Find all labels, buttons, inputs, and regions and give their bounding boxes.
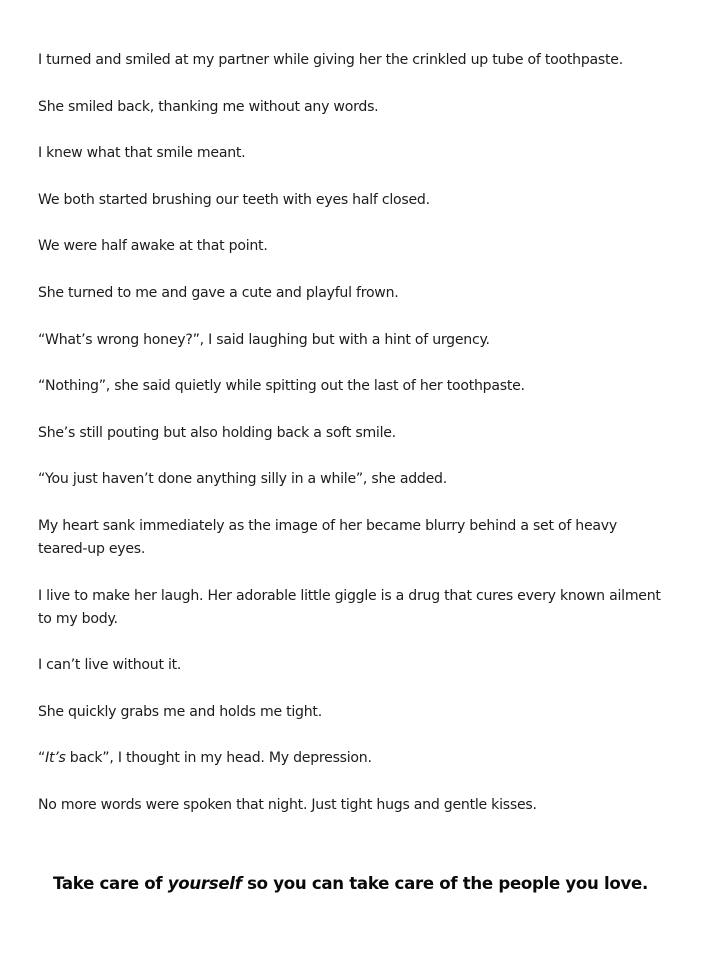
story-paragraph: I can’t live without it. xyxy=(38,657,182,674)
takeaway-emphasis: yourself xyxy=(167,874,242,893)
story-paragraph: She quickly grabs me and holds me tight. xyxy=(38,703,322,720)
story-body xyxy=(38,49,666,841)
story-paragraph: She smiled back, thanking me without any words. xyxy=(38,98,379,115)
thought-rest: back”, I thought in my head. My depression. xyxy=(65,750,372,767)
story-paragraph: We were half awake at that point. xyxy=(38,238,268,255)
story-paragraph: I knew what that smile meant. xyxy=(38,145,246,162)
story-paragraph: “What’s wrong honey?”, I said laughing but with a hint of urgency. xyxy=(38,331,490,348)
thought-emphasis: It’s xyxy=(45,750,66,767)
thought-paragraph xyxy=(38,747,666,770)
takeaway-after: so you can take care of the people you love. xyxy=(241,874,648,893)
story-paragraph: My heart sank immediately as the image of her became blurry behind a set of heavy teared-up eyes. xyxy=(38,517,617,557)
story-paragraph: I turned and smiled at my partner while giving her the crinkled up tube of toothpaste. xyxy=(38,52,623,68)
story-paragraph: We both started brushing our teeth with eyes half closed. xyxy=(38,191,430,208)
story-paragraph: “You just haven’t done anything silly in a while”, she added. xyxy=(38,471,447,488)
story-paragraph: I live to make her laugh. Her adorable little giggle is a drug that cures every known ailment to my body. xyxy=(38,587,661,627)
story-paragraph: She turned to me and gave a cute and playful frown. xyxy=(38,284,399,301)
thought-open-quote: “ xyxy=(38,750,46,767)
story-paragraph: “Nothing”, she said quietly while spitting out the last of her toothpaste. xyxy=(38,378,525,395)
takeaway-heading xyxy=(0,872,701,896)
closing-paragraph: No more words were spoken that night. Just tight hugs and gentle kisses. xyxy=(38,796,537,813)
takeaway-before: Take care of xyxy=(53,874,168,893)
story-paragraph: She’s still pouting but also holding back a soft smile. xyxy=(38,424,396,441)
